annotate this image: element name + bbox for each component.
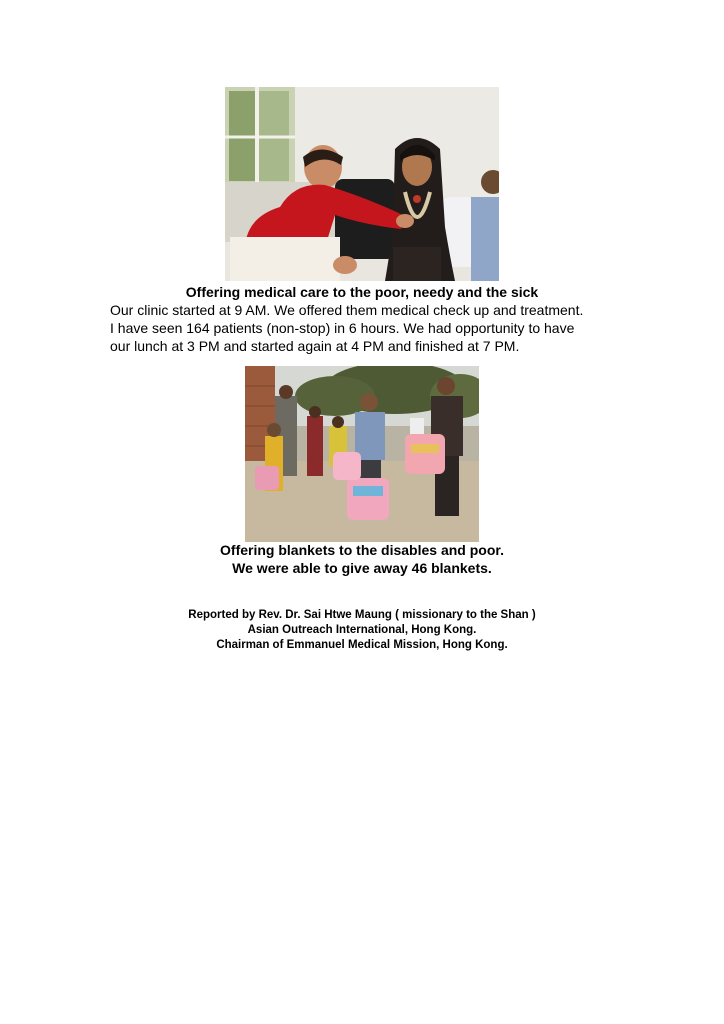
reporter-line: Reported by Rev. Dr. Sai Htwe Maung ( missionary to the Shan ) xyxy=(188,609,536,621)
chairman-line: Chairman of Emmanuel Medical Mission, Hong Kong. xyxy=(216,639,508,651)
organization-line: Asian Outreach International, Hong Kong. xyxy=(247,624,477,636)
blankets-photo-drawing xyxy=(245,366,479,542)
clinic-paragraph-line-3: our lunch at 3 PM and started again at 4 PM and finished at 7 PM. xyxy=(110,338,520,354)
medical-care-caption: Offering medical care to the poor, needy and the sick xyxy=(185,284,539,300)
blankets-photo xyxy=(245,366,479,542)
clinic-paragraph-line-2: I have seen 164 patients (non-stop) in 6 hours. We had opportunity to have xyxy=(110,320,575,336)
blankets-caption-line-1: Offering blankets to the disables and poor. xyxy=(220,542,504,558)
medical-care-photo xyxy=(225,87,499,281)
blankets-caption-line-2: We were able to give away 46 blankets. xyxy=(232,560,492,576)
clinic-paragraph-line-1: Our clinic started at 9 AM. We offered them medical check up and treatment. xyxy=(110,302,584,318)
medical-care-photo-drawing xyxy=(225,87,499,281)
